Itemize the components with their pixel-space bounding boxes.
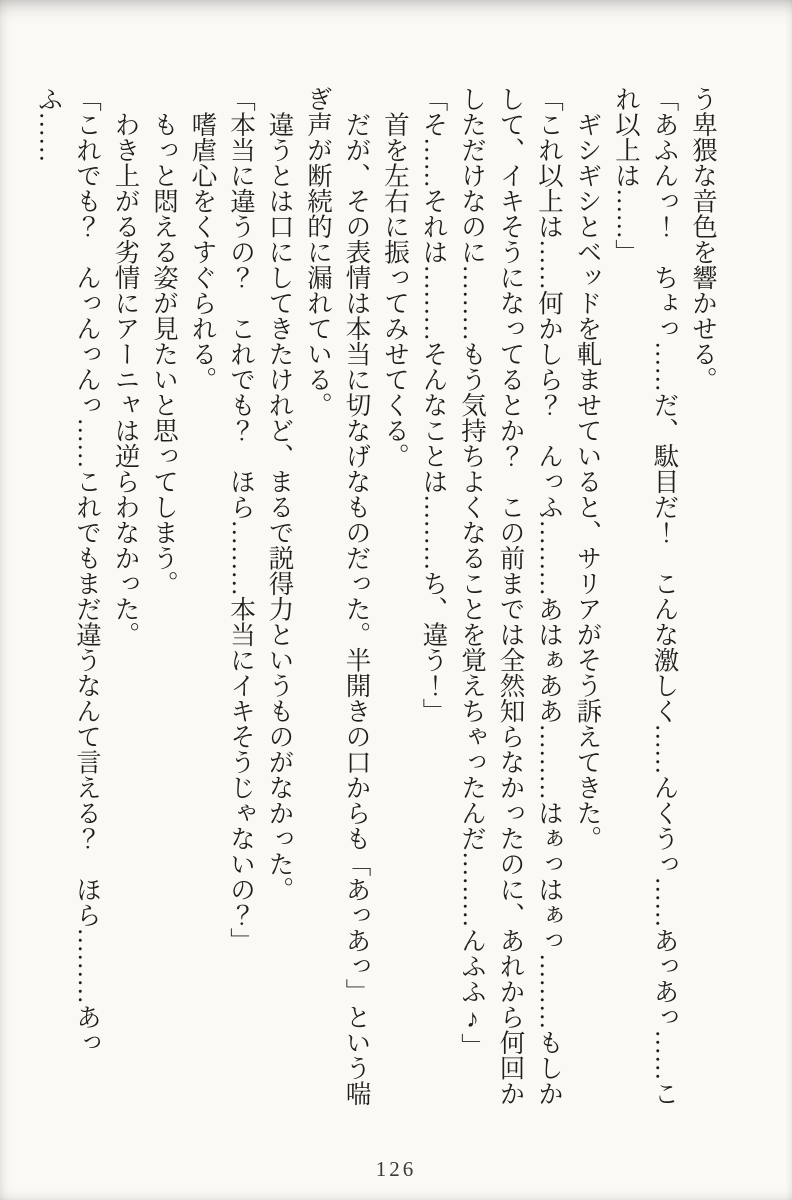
paragraph: 嗜虐心をくすぐられる。: [188, 86, 218, 392]
paragraph: もっと悶える姿が見たいと思ってしまう。: [150, 86, 179, 596]
paragraph: ギシギシとベッドを軋ませていると、サリアがそう訴えてきた。: [573, 86, 603, 851]
paragraph: 首を左右に振ってみせてくる。: [381, 86, 410, 469]
paragraph: 違うとは口にしてきたけれど、まるで説得力というものがなかった。: [265, 86, 295, 902]
paragraph: 「そ……それは………そんなことは………ち、違う！」: [419, 86, 449, 724]
page-number: 126: [375, 1157, 417, 1181]
paragraph: 「本当に違うの？ これでも？ ほら………本当にイキそうじゃないの？」: [227, 86, 256, 953]
vertical-text-block: [34, 86, 722, 1108]
paragraph: 「これでも？ んっんっんっ……これでもまだ違うなんて言える？ ほら………あっふ……: [34, 86, 102, 1055]
paragraph: だが、その表情は本当に切なげなものだった。半開きの口からも「あっあっ」という喘ぎ声が断続的に漏れている。: [304, 86, 372, 1106]
paragraph: 「あふんっ！ ちょっ……だ、駄目だ！ こんな激しく……んくうっ……あっあっ……これ以上は……」: [612, 86, 680, 1106]
paragraph: う卑猥な音色を響かせる。: [689, 86, 718, 392]
paragraph: わき上がる劣情にアーニャは逆らわなかった。: [111, 86, 141, 647]
paragraph: 「これ以上は……何かしら？ んっふ………あはぁああ………はぁっはぁっ………もしかして、イキそうになってるとか？ この前までは全然知らなかったのに、あれから何回かしただけなのに………もう気持ちよくなることを覚えちゃったんだ………んふふ♪」: [458, 86, 564, 1106]
